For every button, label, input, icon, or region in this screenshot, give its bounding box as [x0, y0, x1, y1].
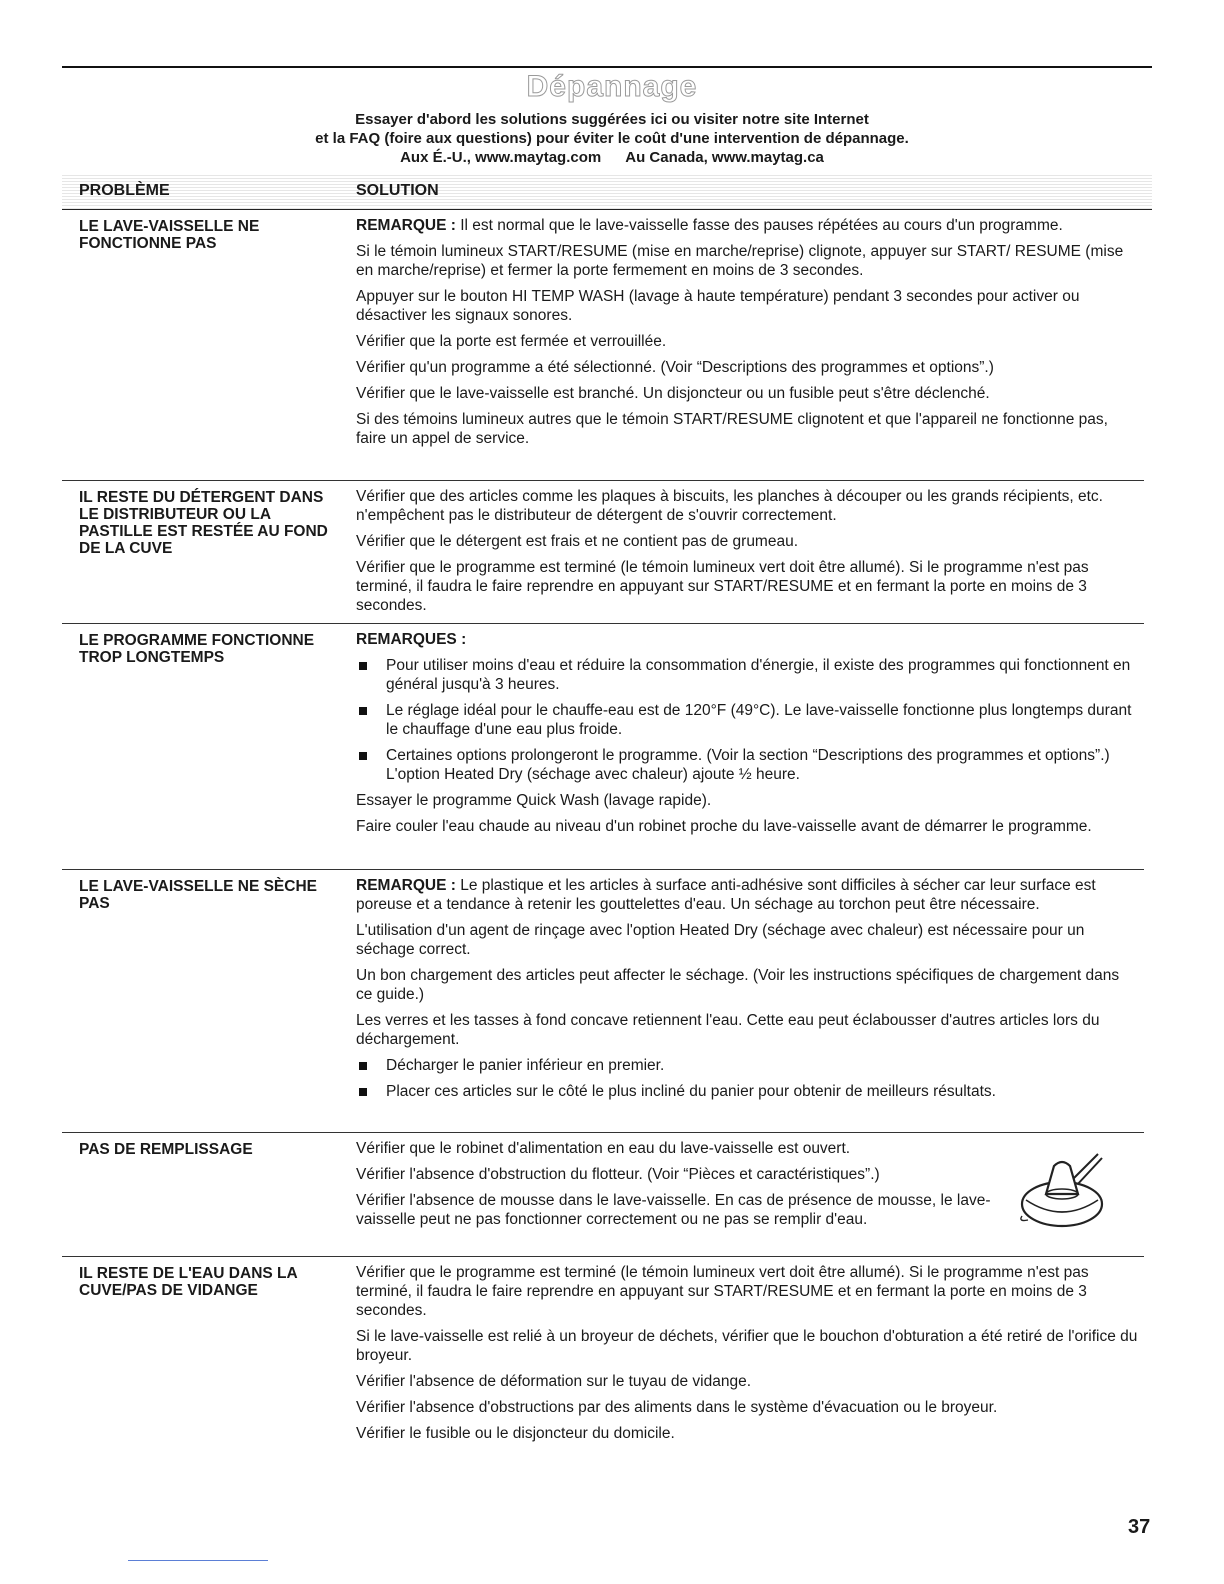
paragraph-text: Vérifier le fusible ou le disjoncteur du domicile.: [356, 1425, 675, 1442]
bottom-rule: [128, 1560, 268, 1561]
solution-paragraph: [356, 1372, 1138, 1391]
solution-paragraph: [356, 487, 1138, 525]
solution-paragraph: [356, 876, 1138, 914]
bullet-square-icon: [359, 752, 367, 760]
problem-cell: LE LAVE-VAISSELLE NE SÈCHE PAS: [79, 878, 317, 912]
page-title: Dépannage: [526, 70, 698, 103]
bullet-square-icon: [359, 1062, 367, 1070]
table-row: [62, 870, 1144, 1133]
paragraph-text: Si le témoin lumineux START/RESUME (mise en marche/reprise) clignote, appuyer sur START/ RESUME (mise en marche/reprise) et fermer la porte fermement en moins de 3 secondes.: [356, 243, 1124, 279]
solution-paragraph: [356, 1424, 1138, 1443]
paragraph-text: Si des témoins lumineux autres que le témoin START/RESUME clignotent et que l'appareil ne fonctionne pas, faire un appel de service.: [356, 411, 1108, 447]
paragraph-text: Vérifier que des articles comme les plaques à biscuits, les planches à découper ou les grands récipients, etc. n'empêchent pas le distributeur de détergent de s'ouvrir correctement.: [356, 488, 1103, 524]
bullet-text: Le réglage idéal pour le chauffe-eau est de 120°F (49°C). Le lave-vaisselle fonctionne plus longtemps durant le chauffage d'une eau plus froide.: [386, 702, 1132, 738]
solution-cell: [356, 630, 1138, 843]
paragraph-text: Vérifier que la porte est fermée et verrouillée.: [356, 333, 667, 350]
bullet-item: [356, 746, 1138, 784]
page-number: 37: [1128, 1516, 1151, 1538]
solution-paragraph: [356, 817, 1138, 836]
problem-cell: PAS DE REMPLISSAGE: [79, 1141, 253, 1158]
solution-cell: [356, 1139, 996, 1236]
solution-paragraph: [356, 558, 1138, 615]
table-header: [62, 175, 1152, 210]
float-icon: [1012, 1150, 1104, 1232]
paragraph-text: Vérifier que le détergent est frais et ne contient pas de grumeau.: [356, 533, 799, 550]
solution-cell: [356, 487, 1138, 622]
solution-paragraph: [356, 630, 1138, 649]
bullet-item: [356, 1056, 1138, 1075]
paragraph-text: Essayer le programme Quick Wash (lavage rapide).: [356, 792, 712, 809]
header-problem: PROBLÈME: [79, 182, 170, 199]
top-rule: [62, 66, 1152, 68]
paragraph-text: L'utilisation d'un agent de rinçage avec l'option Heated Dry (séchage avec chaleur) est nécessaire pour un séchage correct.: [356, 922, 1085, 958]
paragraph-text: Vérifier que le programme est terminé (le témoin lumineux vert doit être allumé). Si le programme n'est pas terminé, il faudra le faire reprendre en appuyant sur START/RESUME et en fermant la porte en moins de 3 secondes.: [356, 1264, 1089, 1319]
paragraph-text: Vérifier l'absence de mousse dans le lave-vaisselle. En cas de présence de mousse, le lave-vaisselle peut ne pas fonctionner correctement ou ne pas se remplir d'eau.: [356, 1192, 991, 1228]
solution-paragraph: [356, 410, 1138, 448]
bullet-text: Certaines options prolongeront le programme. (Voir la section “Descriptions des programmes et options”.) L'option Heated Dry (séchage avec chaleur) ajoute ½ heure.: [386, 747, 1110, 783]
paragraph-text: Vérifier que le robinet d'alimentation en eau du lave-vaisselle est ouvert.: [356, 1140, 851, 1157]
solution-cell: [356, 216, 1138, 455]
solution-paragraph: [356, 287, 1138, 325]
solution-paragraph: [356, 1165, 996, 1184]
paragraph-text: Vérifier qu'un programme a été sélectionné. (Voir “Descriptions des programmes et options”.): [356, 359, 994, 376]
intro-line-1: Essayer d'abord les solutions suggérées ici ou visiter notre site Internet: [355, 111, 869, 128]
paragraph-text: Vérifier que le lave-vaisselle est branché. Un disjoncteur ou un fusible peut s'être déclenché.: [356, 385, 990, 402]
intro-line-3: [150, 148, 1074, 167]
table-row: [62, 624, 1144, 870]
canada-website: Au Canada, www.maytag.ca: [625, 149, 824, 166]
solution-paragraph: [356, 966, 1138, 1004]
bullet-item: [356, 701, 1138, 739]
solution-paragraph: [356, 358, 1138, 377]
us-website: Aux É.-U., www.maytag.com: [400, 149, 602, 166]
remark-label: REMARQUES :: [356, 631, 467, 648]
solution-paragraph: [356, 1139, 996, 1158]
solution-paragraph: [356, 791, 1138, 810]
paragraph-text: Vérifier l'absence d'obstructions par des aliments dans le système d'évacuation ou le broyeur.: [356, 1399, 998, 1416]
problem-cell: IL RESTE DE L'EAU DANS LA CUVE/PAS DE VIDANGE: [79, 1265, 298, 1299]
paragraph-text: Appuyer sur le bouton HI TEMP WASH (lavage à haute température) pendant 3 secondes pour activer ou désactiver les signaux sonores.: [356, 288, 1080, 324]
solution-paragraph: [356, 1191, 996, 1229]
solution-paragraph: [356, 242, 1138, 280]
bullet-text: Pour utiliser moins d'eau et réduire la consommation d'énergie, il existe des programmes qui fonctionnent en général jusqu'à 3 heures.: [386, 657, 1131, 693]
paragraph-text: Vérifier l'absence de déformation sur le tuyau de vidange.: [356, 1373, 752, 1390]
remark-label: REMARQUE :: [356, 217, 456, 234]
table-row: [62, 210, 1144, 481]
paragraph-text: Vérifier l'absence d'obstruction du flotteur. (Voir “Pièces et caractéristiques”.): [356, 1166, 880, 1183]
paragraph-text: Faire couler l'eau chaude au niveau d'un robinet proche du lave-vaisselle avant de démarrer le programme.: [356, 818, 1092, 835]
solution-cell: [356, 1263, 1138, 1450]
solution-paragraph: [356, 332, 1138, 351]
solution-paragraph: [356, 1263, 1138, 1320]
bullet-square-icon: [359, 1088, 367, 1096]
problem-cell: LE PROGRAMME FONCTIONNE TROP LONGTEMPS: [79, 632, 315, 666]
bullet-square-icon: [359, 662, 367, 670]
paragraph-text: Vérifier que le programme est terminé (le témoin lumineux vert doit être allumé). Si le programme n'est pas terminé, il faudra le faire reprendre en appuyant sur START/RESUME et en fermant la porte en moins de 3 secondes.: [356, 559, 1089, 614]
solution-paragraph: [356, 1398, 1138, 1417]
solution-paragraph: [356, 921, 1138, 959]
intro-line-2: et la FAQ (foire aux questions) pour éviter le coût d'une intervention de dépannage.: [315, 130, 909, 147]
bullet-text: Placer ces articles sur le côté le plus incliné du panier pour obtenir de meilleurs résultats.: [386, 1083, 996, 1100]
solution-paragraph: [356, 384, 1138, 403]
table-row: [62, 481, 1144, 624]
problem-cell: LE LAVE-VAISSELLE NE FONCTIONNE PAS: [79, 218, 260, 252]
bullet-square-icon: [359, 707, 367, 715]
header-solution: SOLUTION: [356, 182, 439, 199]
remark-label: REMARQUE :: [356, 877, 456, 894]
bullet-item: [356, 656, 1138, 694]
solution-paragraph: [356, 1011, 1138, 1049]
paragraph-text: Il est normal que le lave-vaisselle fasse des pauses répétées au cours d'un programme.: [455, 217, 1063, 234]
table-row: [62, 1133, 1144, 1257]
solution-paragraph: [356, 532, 1138, 551]
bullet-text: Décharger le panier inférieur en premier.: [386, 1057, 665, 1074]
solution-paragraph: [356, 1327, 1138, 1365]
problem-cell: IL RESTE DU DÉTERGENT DANS LE DISTRIBUTEUR OU LA PASTILLE EST RESTÉE AU FOND DE LA CUVE: [79, 489, 328, 557]
solution-cell: [356, 876, 1138, 1108]
table-row: [62, 1257, 1144, 1457]
solution-paragraph: [356, 216, 1138, 235]
paragraph-text: Le plastique et les articles à surface anti-adhésive sont difficiles à sécher car leur surface est poreuse et a tendance à retenir les gouttelettes d'eau. Un séchage au torchon peut être nécessaire.: [356, 877, 1096, 913]
intro: [150, 110, 1074, 167]
bullet-item: [356, 1082, 1138, 1101]
paragraph-text: Un bon chargement des articles peut affecter le séchage. (Voir les instructions spécifiques de chargement dans ce guide.): [356, 967, 1120, 1003]
paragraph-text: Les verres et les tasses à fond concave retiennent l'eau. Cette eau peut éclabousser d'autres articles lors du déchargement.: [356, 1012, 1100, 1048]
paragraph-text: Si le lave-vaisselle est relié à un broyeur de déchets, vérifier que le bouchon d'obturation a été retiré de l'orifice du broyeur.: [356, 1328, 1138, 1364]
